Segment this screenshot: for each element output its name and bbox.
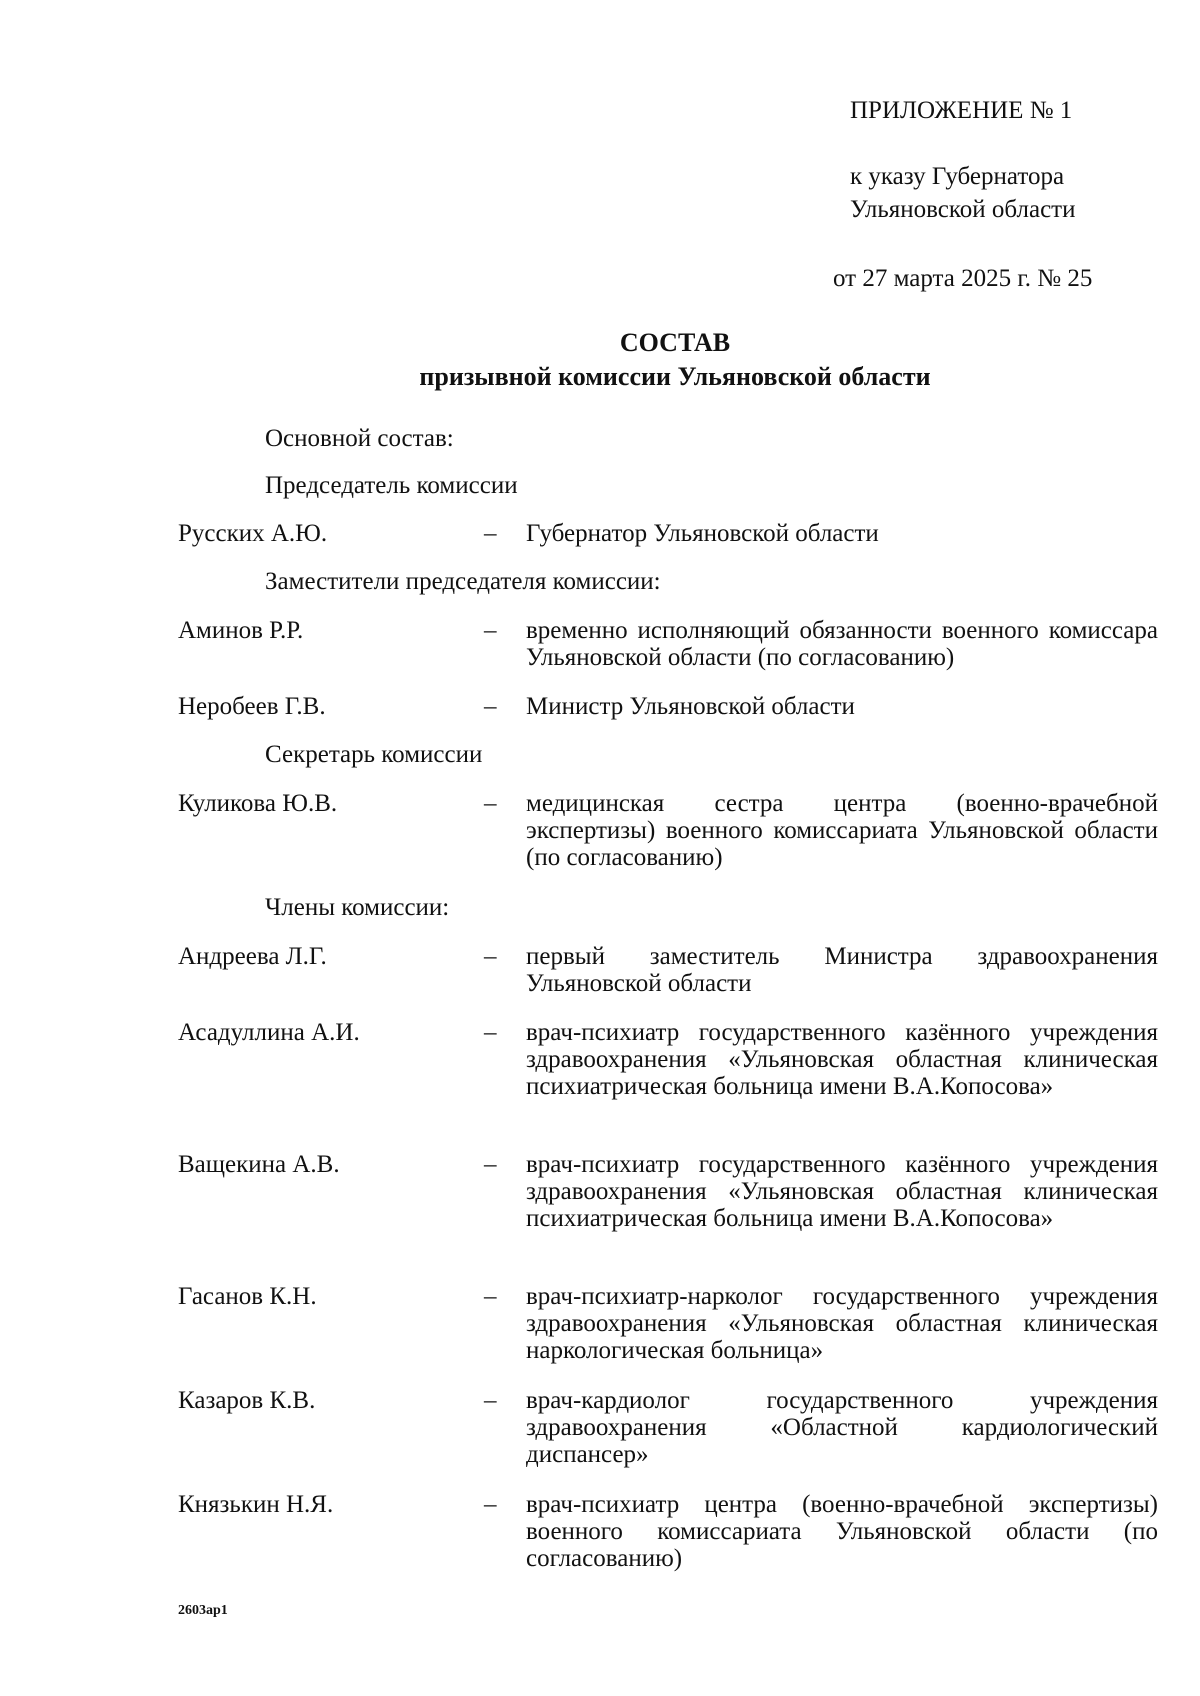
appendix-line1: к указу Губернатора bbox=[850, 163, 1065, 190]
section-deputies: Заместители председателя комиссии: bbox=[265, 568, 661, 595]
member-role: врач-психиатр центра (военно-врачебной экспертизы) военного комиссариата Ульяновской области (по согласованию) bbox=[526, 1491, 1158, 1572]
member-dash: – bbox=[484, 1491, 497, 1518]
member-role: Министр Ульяновской области bbox=[526, 693, 855, 720]
member-dash: – bbox=[484, 790, 497, 817]
member-dash: – bbox=[484, 520, 497, 547]
member-name: Аминов Р.Р. bbox=[178, 617, 304, 644]
member-name: Гасанов К.Н. bbox=[178, 1283, 317, 1310]
member-dash: – bbox=[484, 1387, 497, 1414]
section-secretary: Секретарь комиссии bbox=[265, 741, 483, 768]
member-role: врач-психиатр-нарколог государственного учреждения здравоохранения «Ульяновская областная клиническая наркологическая больница» bbox=[526, 1283, 1158, 1364]
member-dash: – bbox=[484, 943, 497, 970]
member-name: Князькин Н.Я. bbox=[178, 1491, 334, 1518]
member-role: временно исполняющий обязанности военного комиссара Ульяновской области (по согласованию) bbox=[526, 617, 1158, 671]
member-name: Асадуллина А.И. bbox=[178, 1019, 360, 1046]
member-dash: – bbox=[484, 1283, 497, 1310]
member-name: Куликова Ю.В. bbox=[178, 790, 338, 817]
member-name: Казаров К.В. bbox=[178, 1387, 316, 1414]
member-dash: – bbox=[484, 617, 497, 644]
document-title: СОСТАВ bbox=[619, 328, 731, 357]
member-role: первый заместитель Министра здравоохранения Ульяновской области bbox=[526, 943, 1158, 997]
member-role: Губернатор Ульяновской области bbox=[526, 520, 879, 547]
member-dash: – bbox=[484, 693, 497, 720]
member-role: врач-психиатр государственного казённого учреждения здравоохранения «Ульяновская областная клиническая психиатрическая больница имени В.А.Копосова» bbox=[526, 1019, 1158, 1100]
member-dash: – bbox=[484, 1019, 497, 1046]
document-subtitle: призывной комиссии Ульяновской области bbox=[419, 362, 931, 391]
member-name: Русских А.Ю. bbox=[178, 520, 328, 547]
appendix-line2: Ульяновской области bbox=[850, 196, 1076, 223]
section-main: Основной состав: bbox=[265, 425, 454, 452]
member-name: Андреева Л.Г. bbox=[178, 943, 327, 970]
appendix-date: от 27 марта 2025 г. № 25 bbox=[833, 265, 1093, 292]
footer-code: 2603ap1 bbox=[178, 1603, 228, 1618]
appendix-title: ПРИЛОЖЕНИЕ № 1 bbox=[850, 97, 1073, 124]
member-name: Ващекина А.В. bbox=[178, 1151, 340, 1178]
section-chairman: Председатель комиссии bbox=[265, 472, 518, 499]
member-name: Неробеев Г.В. bbox=[178, 693, 326, 720]
member-role: медицинская сестра центра (военно-врачебной экспертизы) военного комиссариата Ульяновской области (по согласованию) bbox=[526, 790, 1158, 871]
section-members: Члены комиссии: bbox=[265, 894, 450, 921]
member-dash: – bbox=[484, 1151, 497, 1178]
member-role: врач-психиатр государственного казённого учреждения здравоохранения «Ульяновская областная клиническая психиатрическая больница имени В.А.Копосова» bbox=[526, 1151, 1158, 1232]
member-role: врач-кардиолог государственного учреждения здравоохранения «Областной кардиологический диспансер» bbox=[526, 1387, 1158, 1468]
